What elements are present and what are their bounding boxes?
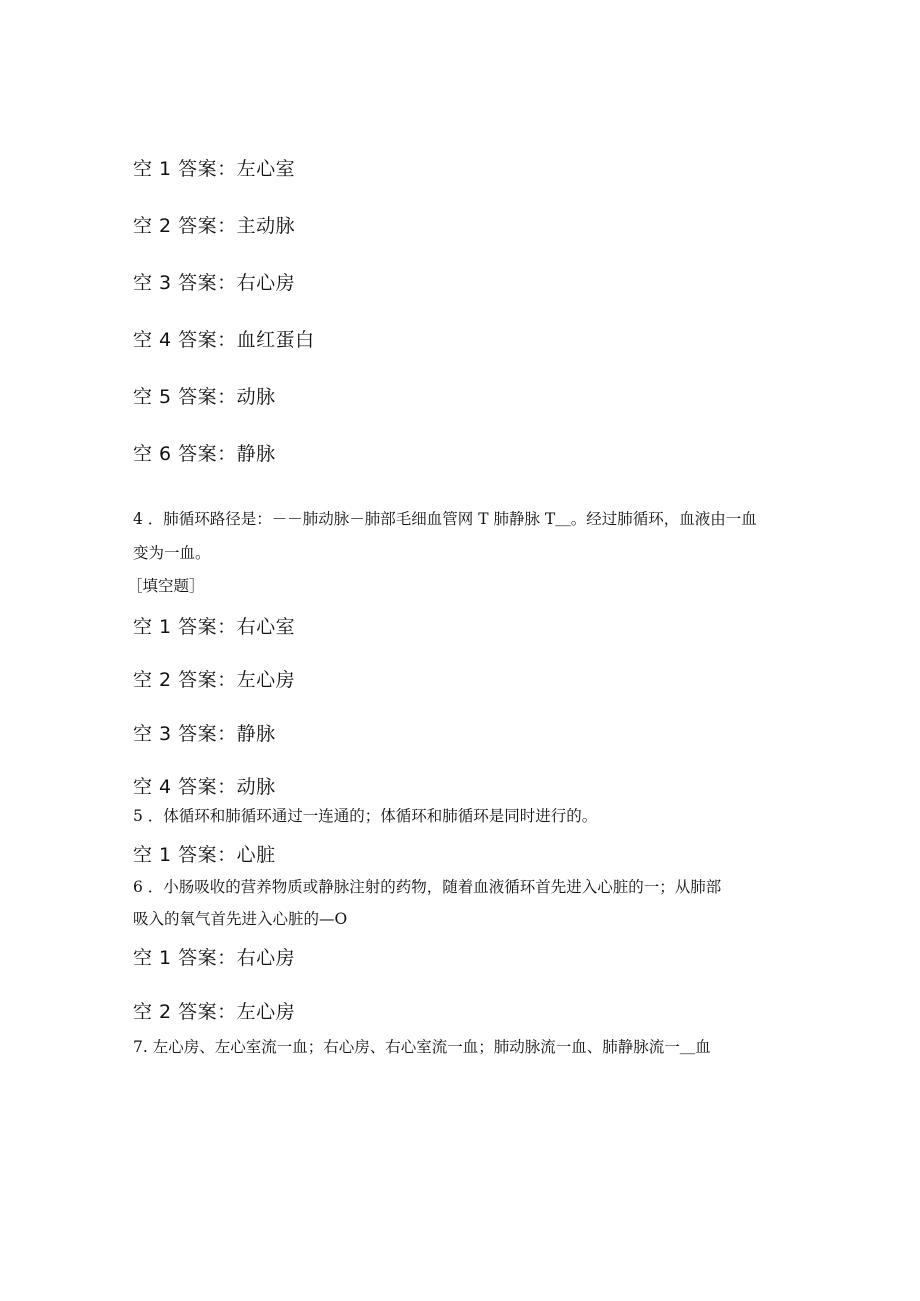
- answer-line: 空 1 答案：右心房: [133, 947, 296, 969]
- question-6-text: 6 ．小肠吸收的营养物质或静脉注射的药物，随着血液循环首先进入心脏的一；从肺部: [133, 878, 722, 896]
- answer-line: 空 3 答案：静脉: [133, 723, 276, 745]
- answer-line: 空 4 答案：血红蛋白: [133, 329, 315, 351]
- answer-line: 空 6 答案：静脉: [133, 443, 276, 465]
- answer-line: 空 1 答案：右心室: [133, 616, 296, 638]
- answer-line: 空 5 答案：动脉: [133, 386, 276, 408]
- question-7-text: 7. 左心房、左心室流一血；右心房、右心室流一血；肺动脉流一血、肺静脉流一＿血: [133, 1038, 711, 1056]
- answer-line: 空 2 答案：左心房: [133, 669, 296, 691]
- answer-line: 空 4 答案：动脉: [133, 776, 276, 798]
- answer-line: 空 2 答案：主动脉: [133, 215, 296, 237]
- answer-line: 空 3 答案：右心房: [133, 272, 296, 294]
- question-6-text-continued: 吸入的氧气首先进入心脏的—O: [133, 910, 348, 928]
- answer-line: 空 1 答案：心脏: [133, 844, 276, 866]
- answer-line: 空 2 答案：左心房: [133, 1001, 296, 1023]
- question-type-label: ［填空题］: [127, 577, 205, 595]
- answer-line: 空 1 答案：左心室: [133, 158, 296, 180]
- question-5-text: 5 ．体循环和肺循环通过一连通的；体循环和肺循环是同时进行的。: [133, 807, 598, 825]
- question-4-text: 4 ．肺循环路径是：－－肺动脉－肺部毛细血管网 T 肺静脉 T＿。经过肺循环，血液由一血: [133, 510, 757, 528]
- question-4-text-continued: 变为一血。: [133, 544, 211, 562]
